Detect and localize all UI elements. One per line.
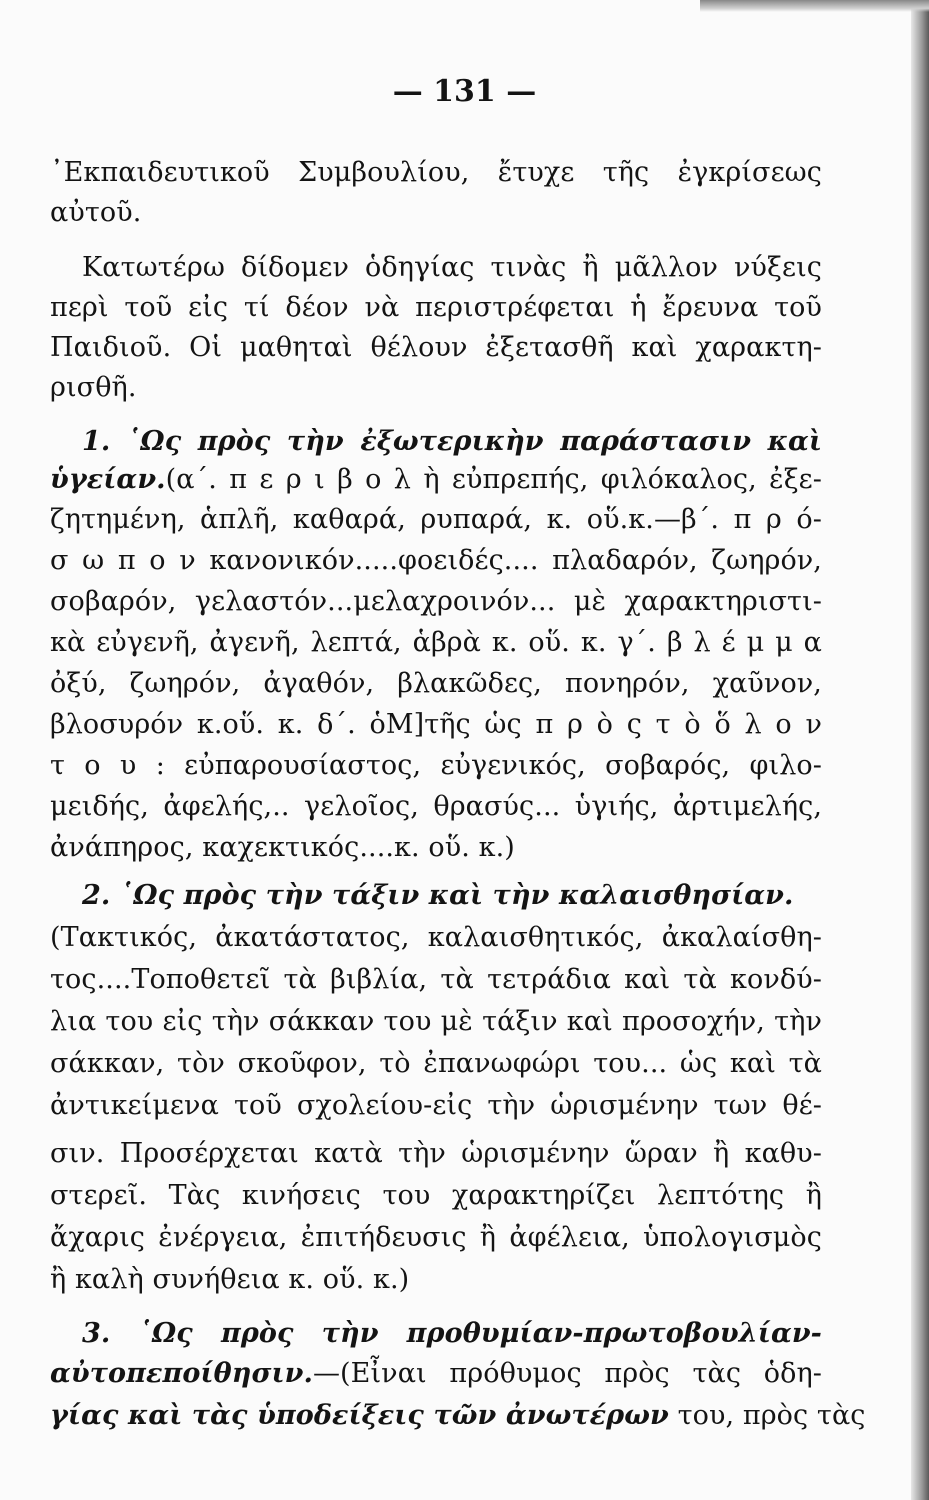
text-line: σάκκαν, τὸν σκοῦφον, τὸ ἐπανωφώρι του... ὡς καὶ τὰ [50,1048,822,1079]
page-corner-shadow [700,0,929,12]
text-line: λια του εἰς τὴν σάκκαν του μὲ τάξιν καὶ προσοχήν, τὴν [50,1006,822,1037]
text-line: μειδής, ἀφελής,.. γελοῖος, θρασύς... ὑγιής, ἀρτιμελής, [50,791,822,822]
heading-text: ὑγείαν. [50,464,166,495]
text-line: στερεῖ. Τὰς κινήσεις του χαρακτηρίζει λεπτότης ἢ [50,1180,822,1211]
page-number: — 131 — [392,74,537,109]
text-line: ρισθῆ. [50,372,137,403]
body-text: του, πρὸς τὰς [668,1400,866,1431]
body-text: (α΄. π ε ρ ι β ο λ ὴ εὐπρεπής, φιλόκαλος, ἐξε- [165,464,822,495]
text-line [50,1354,822,1394]
page-edge-shadow [911,0,929,1500]
text-line: τ ο υ : εὐπαρουσίαστος, εὐγενικός, σοβαρός, φιλο- [50,750,822,781]
heading-text: 3. ῾Ως πρὸς τὴν προθυμίαν-πρωτοβουλίαν- [82,1318,822,1349]
text-line: ζητημένη, ἁπλῆ, καθαρά, ρυπαρά, κ. οὕ.κ.—β΄. π ρ ό- [50,504,822,535]
text-line [50,460,822,500]
section-heading-1 [82,422,822,462]
text-line: ἄχαρις ἐνέργεια, ἐπιτήδευσις ἢ ἀφέλεια, ὑπολογισμὸς [50,1222,822,1253]
heading-text: αὐτοπεποίθησιν. [50,1358,313,1389]
section-heading-2 [82,876,822,916]
text-line: ἢ καλὴ συνήθεια κ. οὕ. κ.) [50,1264,410,1295]
text-line: (Τακτικός, ἀκατάστατος, καλαισθητικός, ἀκαλαίσθη- [50,922,822,953]
text-line: σιν. Προσέρχεται κατὰ τὴν ὡρισμένην ὥραν ἢ καθυ- [50,1138,822,1169]
text-line: σοβαρόν, γελαστόν...μελαχροινόν... μὲ χαρακτηριστι- [50,586,822,617]
text-line: Κατωτέρω δίδομεν ὁδηγίας τινὰς ἢ μᾶλλον νύξεις [82,252,822,283]
text-line: βλοσυρόν κ.οὕ. κ. δ΄. ὁΜ]τῆς ὡς π ρ ὸ ς τ ὸ ὅ λ ο ν [50,709,822,740]
text-line: κὰ εὐγενῆ, ἀγενῆ, λεπτά, ἁβρὰ κ. οὕ. κ. γ΄. β λ έ μ μ α [50,627,822,658]
text-line: αὐτοῦ. [50,197,142,228]
text-line: τος....Τοποθετεῖ τὰ βιβλία, τὰ τετράδια καὶ τὰ κονδύ- [50,964,822,995]
text-line: ὀξύ, ζωηρόν, ἀγαθόν, βλακῶδες, πονηρόν, χαῦνον, [50,668,822,699]
text-line: σ ω π ο ν κανονικόν.....φοειδές.... πλαδαρόν, ζωηρόν, [50,545,822,576]
text-line: Παιδιοῦ. Οἱ μαθηταὶ θέλουν ἐξετασθῆ καὶ χαρακτη- [50,332,822,363]
heading-text: 1. ῾Ως πρὸς τὴν ἐξωτερικὴν παράστασιν καὶ [82,426,822,457]
text-line: ἀνάπηρος, καχεκτικός....κ. οὕ. κ.) [50,832,515,863]
text-line: ᾿Εκπαιδευτικοῦ Συμβουλίου, ἔτυχε τῆς ἐγκρίσεως [50,157,822,188]
heading-text: 2. ῾Ως πρὸς τὴν τάξιν καὶ τὴν καλαισθησίαν. [82,880,794,911]
text-line: ἀντικείμενα τοῦ σχολείου-εἰς τὴν ὡρισμένην των θέ- [50,1090,822,1121]
body-text: —(Εἶναι πρόθυμος πρὸς τὰς ὁδη- [312,1358,822,1389]
heading-text: γίας καὶ τὰς ὑποδείξεις τῶν ἀνωτέρων [50,1400,669,1431]
section-heading-3 [82,1314,822,1354]
text-line: περὶ τοῦ εἰς τί δέον νὰ περιστρέφεται ἡ ἔρευνα τοῦ [50,292,822,323]
text-line [50,1396,866,1436]
